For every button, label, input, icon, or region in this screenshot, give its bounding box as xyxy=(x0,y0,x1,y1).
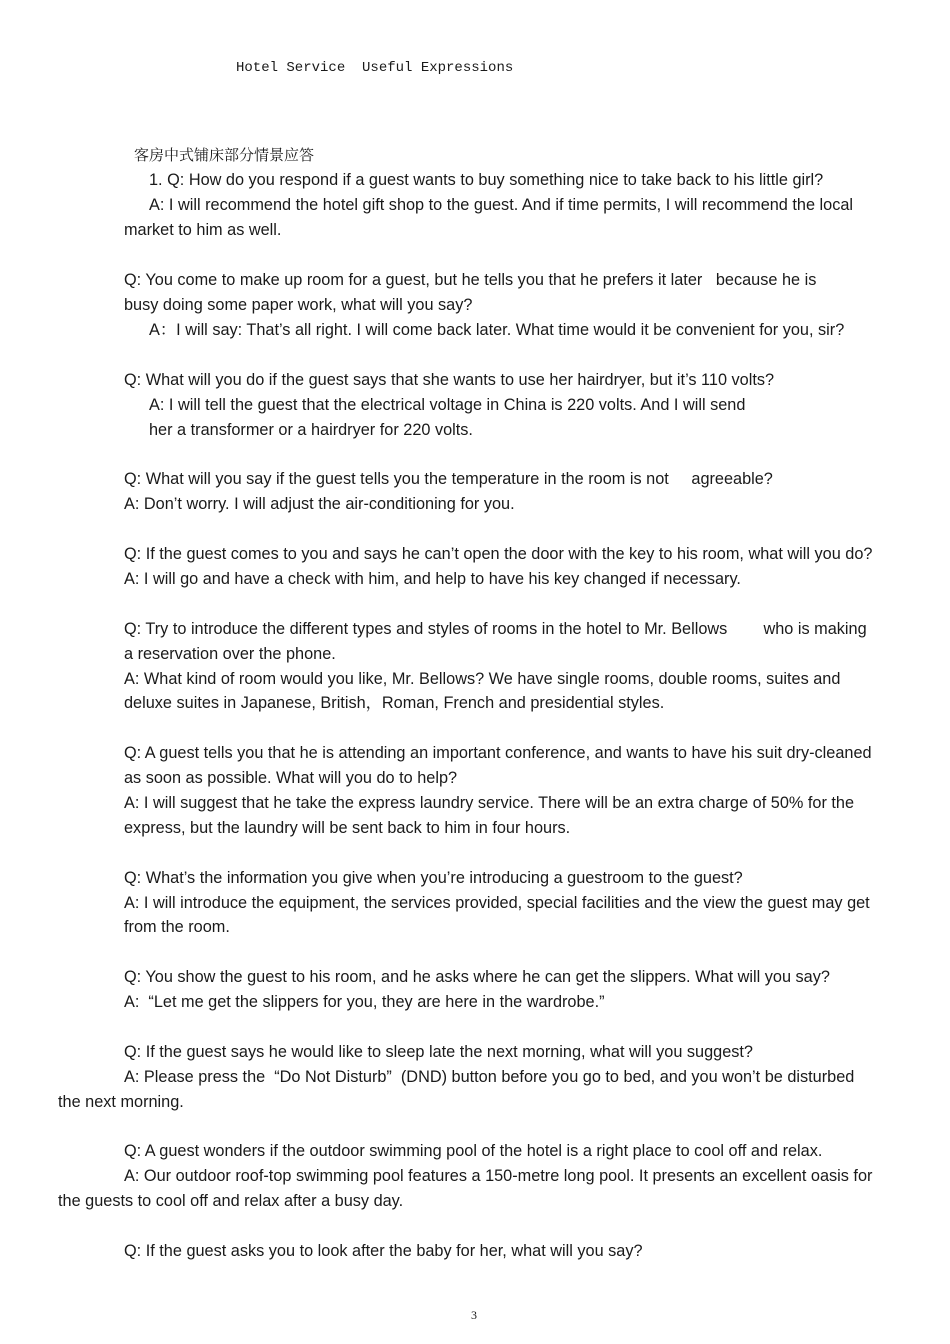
question-line: Q: What will you do if the guest says that she wants to use her hairdryer, but it’s 110 volts? xyxy=(124,371,775,389)
question-line: 1. Q: How do you respond if a guest wants to buy something nice to take back to his little girl? xyxy=(149,171,824,189)
question-line: as soon as possible. What will you do to help? xyxy=(124,769,458,787)
question-line: Q: What’s the information you give when you’re introducing a guestroom to the guest? xyxy=(124,869,743,887)
answer-line: A: “Let me get the slippers for you, they are here in the wardrobe.” xyxy=(124,993,605,1011)
question-line: Q: You show the guest to his room, and he asks where he can get the slippers. What will you say? xyxy=(124,968,830,986)
question-line: Q: If the guest comes to you and says he can’t open the door with the key to his room, what will you do? xyxy=(124,545,873,563)
answer-line: the next morning. xyxy=(58,1093,184,1111)
question-line: Q: A guest wonders if the outdoor swimming pool of the hotel is a right place to cool off and relax. xyxy=(124,1142,823,1160)
page-number: 3 xyxy=(471,1308,477,1322)
answer-line: A: Our outdoor roof-top swimming pool features a 150-metre long pool. It presents an excellent oasis for xyxy=(124,1167,873,1185)
question-line: a reservation over the phone. xyxy=(124,645,336,663)
answer-line: A: Don’t worry. I will adjust the air-conditioning for you. xyxy=(124,495,515,513)
question-line: Q: You come to make up room for a guest, but he tells you that he prefers it later because he is xyxy=(124,271,817,289)
answer-line: A: Please press the “Do Not Disturb” (DND) button before you go to bed, and you won’t be disturbed xyxy=(124,1068,855,1086)
question-line: Q: A guest tells you that he is attending an important conference, and wants to have his suit dry-cleaned xyxy=(124,744,872,762)
answer-line: A: I will tell the guest that the electrical voltage in China is 220 volts. And I will send xyxy=(149,396,746,414)
answer-line: A: I will introduce the equipment, the services provided, special facilities and the view the guest may get xyxy=(124,894,870,912)
answer-line: from the room. xyxy=(124,918,230,936)
answer-line: A: I will go and have a check with him, and help to have his key changed if necessary. xyxy=(124,570,741,588)
answer-line: market to him as well. xyxy=(124,221,282,239)
answer-line: the guests to cool off and relax after a busy day. xyxy=(58,1192,404,1210)
answer-line: A: I will suggest that he take the express laundry service. There will be an extra charge of 50% for the xyxy=(124,794,855,812)
answer-line: express, but the laundry will be sent back to him in four hours. xyxy=(124,819,571,837)
answer-line: A: What kind of room would you like, Mr. Bellows? We have single rooms, double rooms, suites and xyxy=(124,670,841,688)
section-heading: 客房中式铺床部分情景应答 xyxy=(134,146,315,164)
answer-line: A：I will say: That’s all right. I will come back later. What time would it be convenient for you, sir? xyxy=(149,321,845,339)
question-line: Q: If the guest says he would like to sleep late the next morning, what will you suggest? xyxy=(124,1043,753,1061)
question-line: busy doing some paper work, what will you say? xyxy=(124,296,473,314)
question-line: Q: What will you say if the guest tells you the temperature in the room is not agreeable? xyxy=(124,470,773,488)
answer-line: her a transformer or a hairdryer for 220 volts. xyxy=(149,421,473,439)
question-line: Q: If the guest asks you to look after the baby for her, what will you say? xyxy=(124,1242,643,1260)
answer-line: A: I will recommend the hotel gift shop to the guest. And if time permits, I will recommend the local xyxy=(149,196,854,214)
document-title: Hotel Service Useful Expressions xyxy=(236,60,514,76)
answer-line: deluxe suites in Japanese, British，Roman, French and presidential styles. xyxy=(124,694,665,712)
question-line: Q: Try to introduce the different types and styles of rooms in the hotel to Mr. Bellows who is making xyxy=(124,620,867,638)
